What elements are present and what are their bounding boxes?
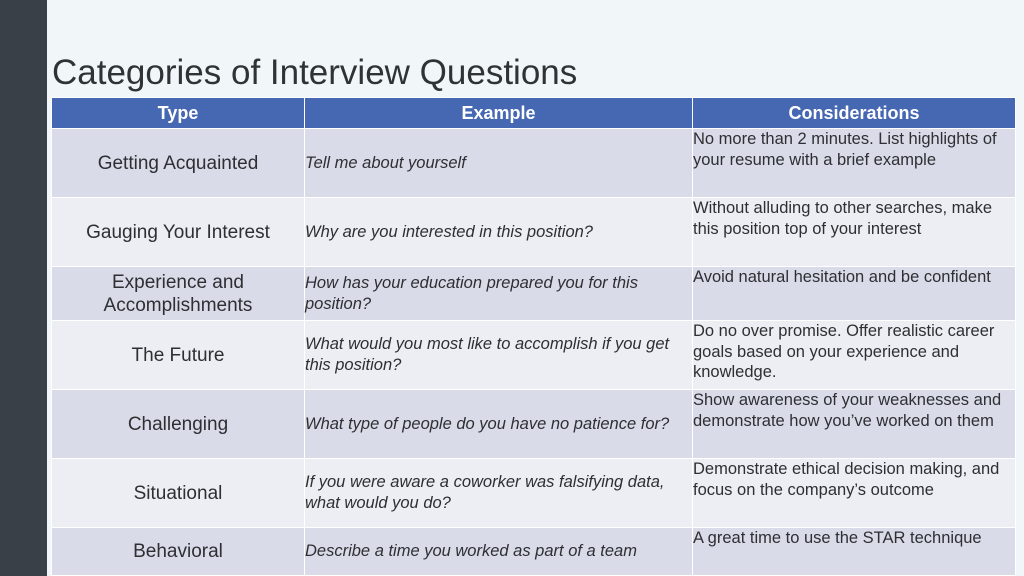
- example-cell: If you were aware a coworker was falsifying data, what would you do?: [305, 459, 693, 528]
- considerations-cell: No more than 2 minutes. List highlights of your resume with a brief example: [693, 129, 1016, 198]
- header-type: Type: [52, 98, 305, 129]
- type-cell: Behavioral: [52, 528, 305, 576]
- example-cell: Tell me about yourself: [305, 129, 693, 198]
- considerations-cell: A great time to use the STAR technique: [693, 528, 1016, 576]
- header-considerations: Considerations: [693, 98, 1016, 129]
- considerations-cell: Show awareness of your weaknesses and demonstrate how you’ve worked on them: [693, 390, 1016, 459]
- interview-questions-table: [51, 97, 1016, 576]
- considerations-cell: Do no over promise. Offer realistic career goals based on your experience and knowledge.: [693, 321, 1016, 390]
- example-cell: What would you most like to accomplish if you get this position?: [305, 321, 693, 390]
- considerations-cell: Avoid natural hesitation and be confident: [693, 267, 1016, 321]
- type-cell: Gauging Your Interest: [52, 198, 305, 267]
- considerations-cell: Demonstrate ethical decision making, and focus on the company’s outcome: [693, 459, 1016, 528]
- example-cell: Why are you interested in this position?: [305, 198, 693, 267]
- slide-title: Categories of Interview Questions: [52, 53, 578, 92]
- table-row: [52, 390, 1016, 459]
- example-cell: What type of people do you have no patience for?: [305, 390, 693, 459]
- considerations-cell: Without alluding to other searches, make this position top of your interest: [693, 198, 1016, 267]
- table-row: [52, 459, 1016, 528]
- type-cell: Challenging: [52, 390, 305, 459]
- left-accent-bar: [0, 0, 47, 576]
- header-example: Example: [305, 98, 693, 129]
- table-row: [52, 129, 1016, 198]
- example-cell: Describe a time you worked as part of a team: [305, 528, 693, 576]
- type-cell: Situational: [52, 459, 305, 528]
- type-cell: The Future: [52, 321, 305, 390]
- example-cell: How has your education prepared you for this position?: [305, 267, 693, 321]
- table-row: [52, 198, 1016, 267]
- table-header-row: [52, 98, 1016, 129]
- table-row: [52, 267, 1016, 321]
- table-row: [52, 321, 1016, 390]
- table-row: [52, 528, 1016, 576]
- type-cell: Experience and Accomplishments: [52, 267, 305, 321]
- type-cell: Getting Acquainted: [52, 129, 305, 198]
